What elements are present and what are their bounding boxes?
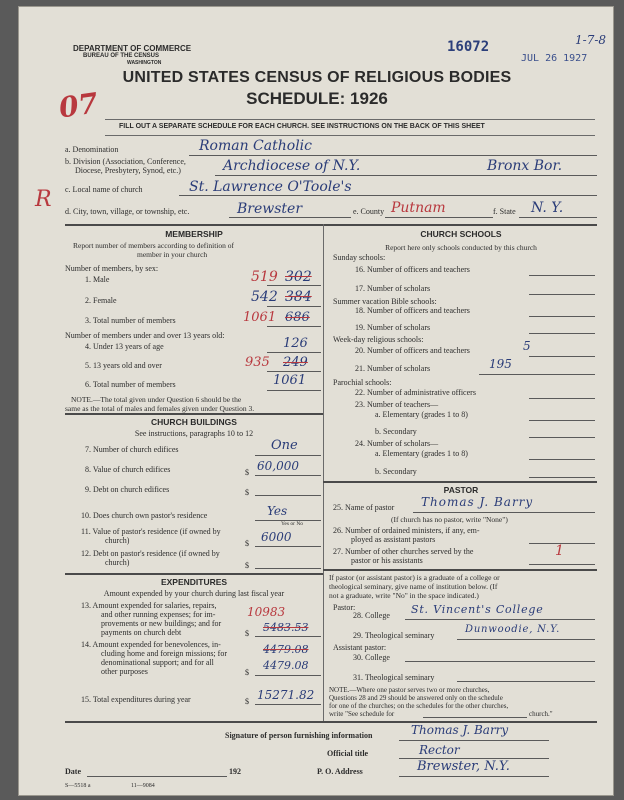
q5-line [267,371,321,372]
q15-line [255,704,321,705]
q24-label: 24. Number of scholars— [355,439,439,448]
q22-label: 22. Number of administrative officers [355,388,476,397]
q21-label: 21. Number of scholars [355,364,431,373]
q18-label: 18. Number of officers and teachers [355,306,470,315]
pastor-subheading: Pastor: [333,603,356,612]
city-line [229,217,351,218]
city-value: Brewster [237,201,303,217]
q13-old-value: 5483.53 [263,621,309,634]
q2-line [267,306,321,307]
q6-value: 1061 [273,373,307,388]
q9-label: 9. Debt on church edifices [85,485,170,494]
po-address-value: Brewster, N.Y. [417,759,510,774]
q30-line [405,661,595,662]
pastor-note-3: for one of the churches; on the schedules for the other churches, [329,702,509,710]
q12-dollar: $ [245,561,249,570]
q12-label-b: church) [105,558,130,567]
county-line [385,217,493,218]
date-label: Date [65,767,81,776]
q1-value: 519 [251,269,278,285]
q21-value: 195 [489,357,512,371]
q23a-line [529,420,595,421]
q11-dollar: $ [245,539,249,548]
q29-line [457,639,595,640]
q27-label-b: pastor or his assistants [351,556,423,565]
q2-value: 542 [251,289,278,305]
q11-line [255,546,321,547]
q7-label: 7. Number of church edifices [85,445,179,454]
q22-line [529,398,595,399]
bureau-label: BUREAU OF THE CENSUS [83,53,160,59]
q21-line [479,374,595,375]
expenditures-title: EXPENDITURES [160,577,228,587]
signature-label: Signature of person furnishing information [225,731,373,740]
margin-mark: 07 [56,86,101,125]
pastor-note-5: church." [529,710,553,718]
q9-dollar: $ [245,488,249,497]
q14-line [255,675,321,676]
q30-label: 30. College [353,653,390,662]
division-value: Archdiocese of N.Y. [223,158,361,174]
q13-dollar: $ [245,629,249,638]
schedule-number: 16072 [447,39,490,55]
census-schedule-sheet [18,6,614,796]
q1-line [267,285,321,286]
q14-dollar: $ [245,668,249,677]
church-name-value: St. Lawrence O'Toole's [189,179,352,195]
q3-line [267,326,321,327]
q9-line [255,495,321,496]
graduate-note-3: not a graduate, write "No" in the space indicated.) [329,591,479,600]
state-line [519,217,597,218]
q27-line [529,564,595,565]
q28-line [405,619,595,620]
q13-label-a: 13. Amount expended for salaries, repairs, [81,601,217,610]
center-divider [323,224,324,721]
q11-value: 6000 [261,530,292,544]
membership-note-2: member in your church [137,250,208,259]
form-title: UNITED STATES CENSUS OF RELIGIOUS BODIES [122,69,512,86]
q5-value: 935 [245,355,270,370]
q2-old-value: 384 [285,289,312,305]
header-rule [105,119,595,120]
q13-value: 10983 [247,605,286,619]
q12-line [255,568,321,569]
q19-label: 19. Number of scholars [355,323,431,332]
po-address-label: P. O. Address [317,767,363,776]
q14-label-b: cluding home and foreign missions; for [101,649,227,658]
signature-value: Thomas J. Barry [411,723,509,737]
state-label: f. State [493,207,516,216]
division-label-1: b. Division (Association, Conference, [65,157,186,166]
church-name-line [179,195,597,196]
q10-value: Yes [267,504,288,518]
q14-label-c: denominational support; and for all [101,658,214,667]
expenditures-rule [65,573,323,575]
q25-label: 25. Name of pastor [333,503,395,512]
q1-old-value: 302 [285,269,312,285]
q25-line [413,512,595,513]
header-rule-2 [105,135,595,136]
q12-label-a: 12. Debt on pastor's residence (if owned by [81,549,220,558]
q4-line [267,352,321,353]
pastor-note-4: write "See schedule for [329,710,395,718]
sunday-label: Sunday schools: [333,253,386,262]
date-year: 192 [229,767,241,776]
county-label: e. County [353,207,385,216]
pastor-note-1: NOTE.—Where one pastor serves two or more churches, [329,686,490,694]
q15-value: 15271.82 [257,688,315,702]
signature-line [399,740,549,741]
q13-label-c: provements or new buildings; and for [101,619,222,628]
membership-note-1: Report number of members according to definition of [73,241,234,250]
city-label: WASHINGTON [127,60,162,66]
q14-label-a: 14. Amount expended for benevolences, in- [81,640,221,649]
city-label-field: d. City, town, village, or township, etc. [65,207,190,216]
graduate-note-2: theological seminary, give name of institution below. (If [329,582,498,591]
by-sex-label: Number of members, by sex: [65,264,159,273]
q4-value: 126 [283,336,308,351]
date-line [87,776,227,777]
q23-label: 23. Number of teachers— [355,400,439,409]
q10-label: 10. Does church own pastor's residence [81,511,208,520]
po-address-line [399,776,549,777]
church-name-label: c. Local name of church [65,185,143,194]
q24a-label: a. Elementary (grades 1 to 8) [375,449,468,458]
q20-line [529,356,595,357]
county-value: Putnam [391,200,446,216]
q28-label: 28. College [353,611,390,620]
q25-value: Thomas J. Barry [421,495,534,509]
pastor-note-2: Questions 28 and 29 should be answered only on the schedule [329,694,503,702]
q14-value-1: 4479.08 [263,643,309,656]
q23b-label: b. Secondary [375,427,417,436]
q8-value: 60,000 [257,459,299,473]
q8-line [255,475,321,476]
q26-label-b: ployed as assistant pastors [351,535,436,544]
instruction-line: FILL OUT A SEPARATE SCHEDULE FOR EACH CHURCH. SEE INSTRUCTIONS ON THE BACK OF THIS SHEET [119,123,485,130]
q16-label: 16. Number of officers and teachers [355,265,470,274]
q3-old-value: 686 [285,310,310,325]
q27-label-a: 27. Number of other churches served by the [333,547,474,556]
q31-line [457,681,595,682]
q8-label: 8. Value of church edifices [85,465,171,474]
official-title-value: Rector [419,743,460,757]
q15-dollar: $ [245,697,249,706]
q11-label-b: church) [105,536,130,545]
division-line [215,175,597,176]
q14-value-2: 4479.08 [263,659,309,672]
summer-label: Summer vacation Bible schools: [333,297,437,306]
age-header: Number of members under and over 13 years old: [65,331,225,340]
q17-label: 17. Number of scholars [355,284,431,293]
graduate-note-1: If pastor (or assistant pastor) is a graduate of a college or [329,573,500,582]
membership-title: MEMBERSHIP [165,229,223,239]
division-value-2: Bronx Bor. [487,158,563,174]
membership-note-b: same as the total of males and females given under Question 3. [65,404,255,413]
q23b-line [529,437,595,438]
print-number: 11—9084 [131,783,155,789]
buildings-rule [65,413,323,415]
weekday-label: Week-day religious schools: [333,335,424,344]
dept-label: DEPARTMENT OF COMMERCE [73,44,192,53]
q13-line [255,636,321,637]
margin-r-mark: R [35,187,52,212]
buildings-sub: See instructions, paragraphs 10 to 12 [134,429,254,438]
schools-title: CHURCH SCHOOLS [420,229,502,239]
q20-label: 20. Number of officers and teachers [355,346,470,355]
q1-label: 1. Male [85,275,110,284]
buildings-title: CHURCH BUILDINGS [151,417,237,427]
footer-rule [65,721,597,723]
pastor-title: PASTOR [443,485,479,495]
received-stamp: JUL 26 1927 [521,53,588,64]
q4-label: 4. Under 13 years of age [85,342,164,351]
q24b-line [529,477,595,478]
q14-label-d: other purposes [101,667,148,676]
q13-label-d: payments on church debt [101,628,182,637]
q17-line [529,294,595,295]
q5-old-value: 249 [283,355,308,370]
q11-label-a: 11. Value of pastor's residence (if owned by [81,527,221,536]
graduate-rule [323,569,597,571]
q10-hint: Yes or No [281,521,304,527]
form-subtitle: SCHEDULE: 1926 [246,89,388,108]
q3-label: 3. Total number of members [85,316,176,325]
q6-label: 6. Total number of members [85,380,176,389]
q20-value: 5 [523,339,531,353]
q24a-line [529,459,595,460]
form-number: S—5518 a [65,783,91,789]
corner-note: 1-7-8 [575,33,607,47]
pastor-note-blank [423,717,527,718]
schools-note: Report here only schools conducted by this church [385,243,537,252]
q2-label: 2. Female [85,296,117,305]
q28-value: St. Vincent's College [411,603,544,616]
q29-value: Dunwoodie, N.Y. [465,624,561,635]
q25-hint: (If church has no pastor, write "None") [391,515,508,524]
q8-dollar: $ [245,468,249,477]
denomination-label: a. Denomination [65,145,119,154]
division-label-2: Diocese, Presbytery, Synod, etc.) [75,166,181,175]
pastor-rule [323,481,597,483]
q5-label: 5. 13 years old and over [85,361,162,370]
parochial-label: Parochial schools: [333,378,392,387]
expenditures-sub: Amount expended by your church during last fiscal year [103,589,285,598]
q19-line [529,333,595,334]
body-rule [65,224,597,226]
q16-line [529,275,595,276]
assistant-subheading: Assistant pastor: [333,643,387,652]
q13-label-b: and other running expenses; for im- [101,610,216,619]
q29-label: 29. Theological seminary [353,631,435,640]
denomination-line [189,155,597,156]
q23a-label: a. Elementary (grades 1 to 8) [375,410,468,419]
q26-label-a: 26. Number of ordained ministers, if any, em- [333,526,480,535]
q27-value: 1 [555,543,564,559]
q15-label: 15. Total expenditures during year [81,695,191,704]
q18-line [529,316,595,317]
q3-value: 1061 [243,310,277,325]
official-title-label: Official title [327,749,369,758]
q7-line [255,455,321,456]
denomination-value: Roman Catholic [199,138,312,154]
membership-note-a: NOTE.—The total given under Question 6 should be the [71,395,242,404]
q7-value: One [271,438,298,453]
state-value: N. Y. [531,200,564,216]
q6-line [267,390,321,391]
q24b-label: b. Secondary [375,467,417,476]
q31-label: 31. Theological seminary [353,673,435,682]
